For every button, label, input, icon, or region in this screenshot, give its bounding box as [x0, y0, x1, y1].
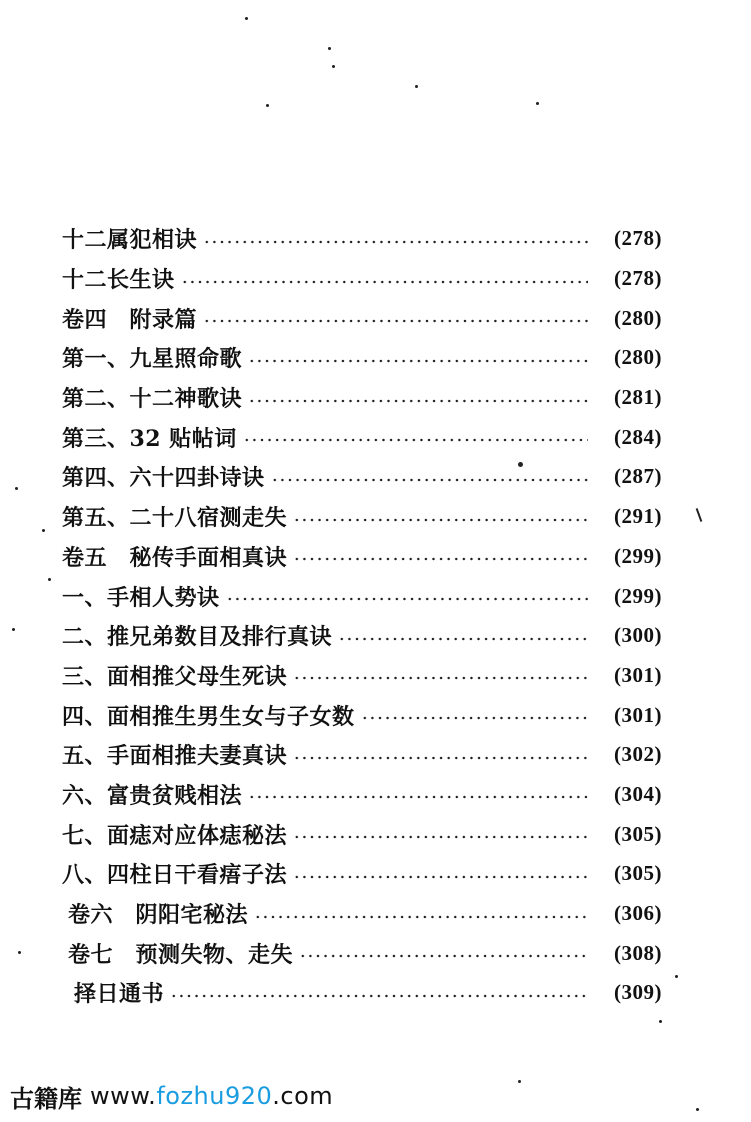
toc-entry-title: 七、面痣对应体痣秘法	[62, 822, 288, 849]
dot-leader	[293, 756, 588, 760]
dot-leader	[271, 478, 588, 482]
toc-entry	[62, 259, 662, 299]
toc-entry-page: (301)	[614, 662, 662, 687]
toc-entry-title: 卷四 附录篇	[62, 306, 198, 333]
toc-entry-title: 卷七 预测失物、走失	[68, 941, 294, 968]
site-url-brand: fozhu920	[156, 1082, 273, 1110]
dot-leader	[338, 637, 588, 641]
scan-speck	[18, 951, 21, 954]
scan-speck	[696, 508, 703, 522]
dot-leader	[299, 954, 588, 958]
toc-entry-title: 第二、十二神歌诀	[62, 386, 243, 413]
dot-leader	[170, 994, 588, 998]
dot-leader	[248, 359, 588, 363]
site-url-suffix: .com	[272, 1082, 334, 1110]
dot-leader	[293, 557, 588, 561]
scan-speck	[518, 1080, 521, 1083]
scan-speck	[42, 529, 45, 532]
dot-leader	[293, 518, 588, 522]
toc-entry-title: 十二属犯相诀	[62, 227, 198, 254]
toc-entry-title: 十二长生诀	[62, 267, 175, 294]
toc-entry-title: 择日通书	[74, 981, 165, 1008]
toc-entry-page: (304)	[614, 781, 662, 806]
scan-speck	[332, 65, 335, 68]
toc-entry-title: 第四、六十四卦诗诀	[62, 465, 265, 492]
site-name: 古籍库	[10, 1084, 82, 1113]
scan-speck	[659, 1020, 662, 1023]
toc-entry-title: 六、富贵贫贱相法	[62, 782, 243, 809]
toc-entry	[62, 973, 662, 1013]
scan-speck	[266, 104, 269, 107]
toc-entry-title: 五、手面相推夫妻真诀	[62, 743, 288, 770]
toc-entry-title: 四、面相推生男生女与子女数	[62, 703, 355, 730]
toc-entry	[62, 497, 662, 537]
toc-entry-title: 一、手相人势诀	[62, 584, 220, 611]
toc-entry	[62, 338, 662, 378]
toc-entry-title: 卷六 阴阳宅秘法	[68, 902, 249, 929]
dot-leader	[248, 399, 588, 403]
toc-entry-page: (280)	[614, 345, 662, 370]
toc-entry-page: (291)	[614, 504, 662, 529]
toc-entry-title: 三、面相推父母生死诀	[62, 663, 288, 690]
dot-leader	[254, 915, 588, 919]
toc-entry-page: (308)	[614, 940, 662, 965]
scan-speck	[245, 17, 248, 20]
toc-entry-page: (299)	[614, 543, 662, 568]
watermark-footer	[10, 1076, 333, 1116]
toc-entry	[62, 933, 662, 973]
toc-entry-title: 第五、二十八宿测走失	[62, 505, 288, 532]
toc-entry-page: (284)	[614, 424, 662, 449]
dot-leader	[243, 438, 588, 442]
dot-leader	[181, 280, 588, 284]
toc-entry-page: (302)	[614, 742, 662, 767]
toc-entry-page: (305)	[614, 861, 662, 886]
toc-entry	[62, 894, 662, 934]
toc-entry-page: (300)	[614, 623, 662, 648]
toc-entry-page: (299)	[614, 583, 662, 608]
toc-entry	[62, 656, 662, 696]
toc-entry	[62, 695, 662, 735]
toc-entry-title: 卷五 秘传手面相真诀	[62, 544, 288, 571]
toc-entry-page: (278)	[614, 266, 662, 291]
toc-entry-title: 第三、32 贴帖词	[62, 425, 237, 452]
toc-entry-page: (278)	[614, 226, 662, 251]
scan-speck	[15, 487, 18, 490]
dot-leader	[203, 319, 588, 323]
toc-entry-page: (305)	[614, 821, 662, 846]
toc-entry	[62, 457, 662, 497]
toc-entry-page: (309)	[614, 980, 662, 1005]
scan-speck	[536, 102, 539, 105]
scan-speck	[696, 1108, 699, 1111]
scan-speck	[518, 462, 523, 467]
toc-entry-page: (301)	[614, 702, 662, 727]
toc-entry	[62, 775, 662, 815]
toc-entry-page: (281)	[614, 385, 662, 410]
dot-leader	[248, 795, 588, 799]
toc-entry-title: 第一、九星照命歌	[62, 346, 243, 373]
toc-entry	[62, 537, 662, 577]
toc-entry-title: 八、四柱日干看痦子法	[62, 862, 288, 889]
toc-entry	[62, 735, 662, 775]
toc-entry	[62, 616, 662, 656]
table-of-contents	[62, 219, 662, 1013]
dot-leader	[226, 597, 588, 601]
toc-entry-page: (287)	[614, 464, 662, 489]
dot-leader	[361, 716, 588, 720]
toc-entry	[62, 378, 662, 418]
dot-leader	[293, 875, 588, 879]
toc-entry	[62, 814, 662, 854]
scan-speck	[415, 85, 418, 88]
scan-speck	[48, 578, 51, 581]
toc-entry	[62, 417, 662, 457]
site-url-prefix: www.	[90, 1082, 157, 1110]
toc-entry	[62, 298, 662, 338]
dot-leader	[293, 835, 588, 839]
scan-speck	[12, 628, 15, 631]
toc-entry-page: (306)	[614, 901, 662, 926]
scan-speck	[675, 975, 678, 978]
toc-entry-page: (280)	[614, 305, 662, 330]
toc-entry	[62, 854, 662, 894]
toc-entry	[62, 576, 662, 616]
site-url[interactable]	[90, 1082, 333, 1110]
scan-speck	[328, 47, 331, 50]
dot-leader	[203, 240, 588, 244]
dot-leader	[293, 676, 588, 680]
toc-entry	[62, 219, 662, 259]
toc-entry-title: 二、推兄弟数目及排行真诀	[62, 624, 333, 651]
